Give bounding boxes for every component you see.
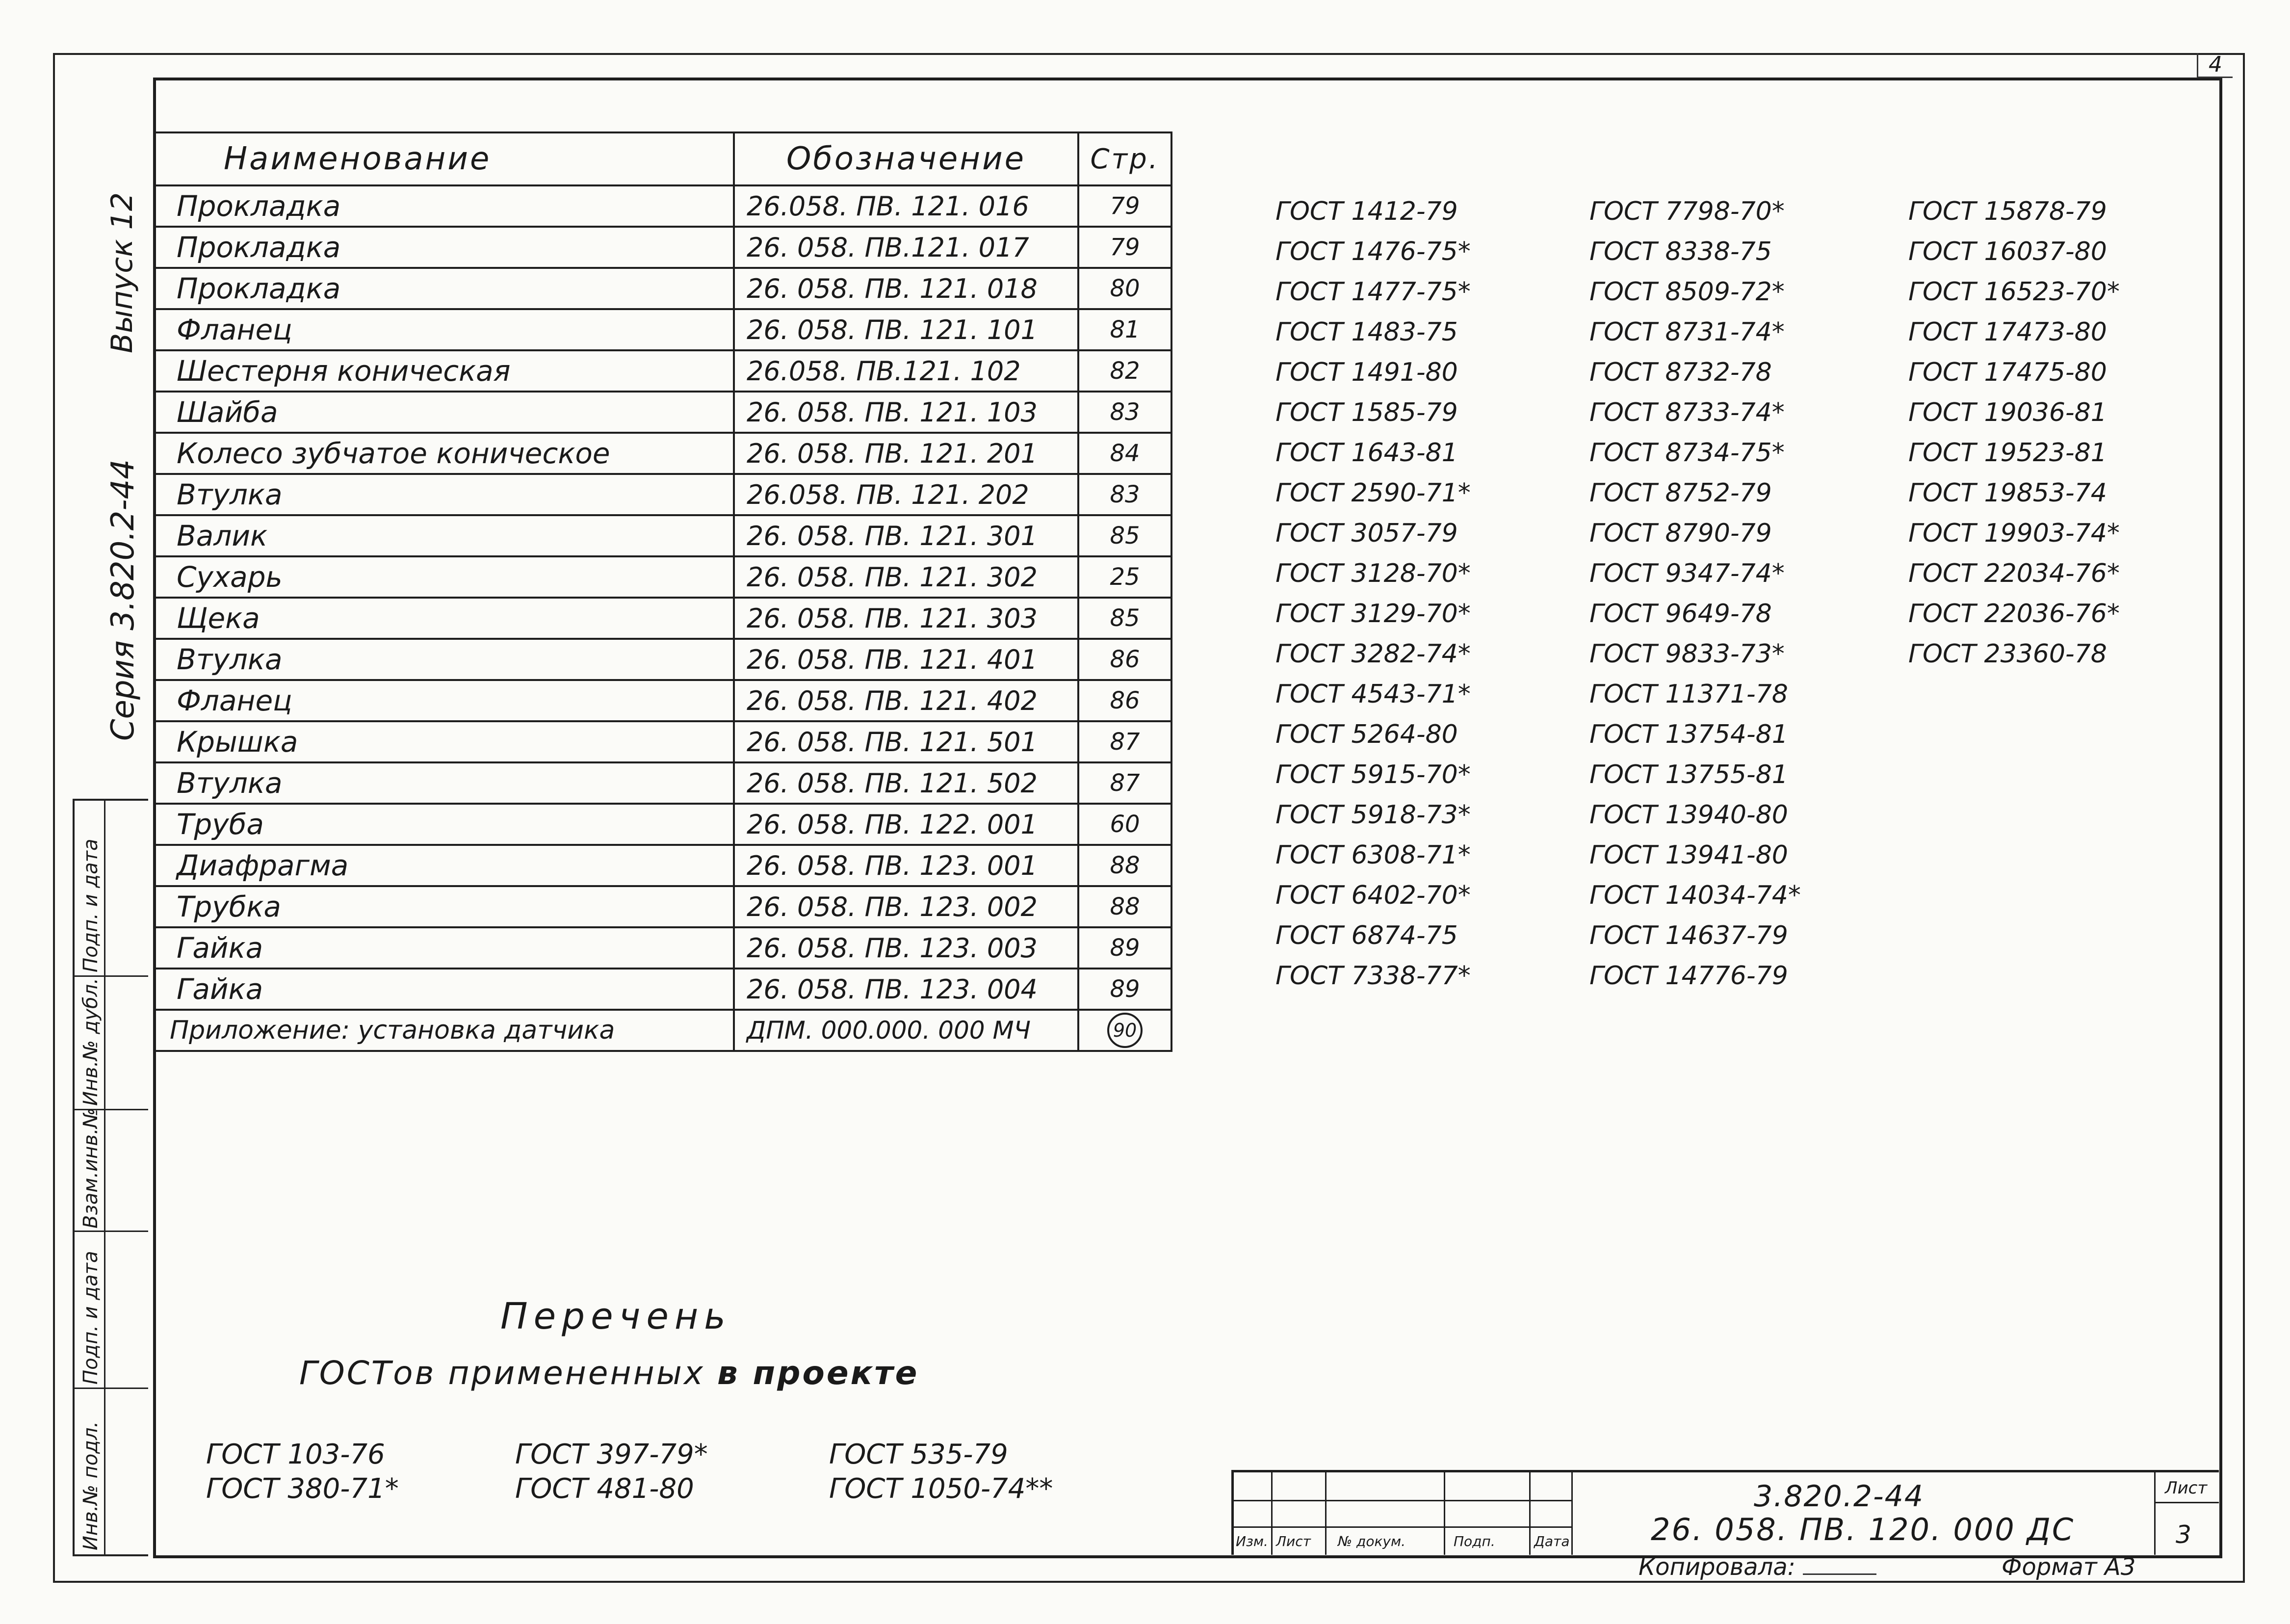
item-designation: 26. 058. ПВ. 121. 103 [734, 392, 1078, 433]
strip-sign-date-1: Подп. и дата [79, 1251, 102, 1385]
specification-table [153, 131, 1172, 1052]
gost-entry: ГОСТ 19523-81 [1908, 438, 2107, 468]
gost-entry: ГОСТ 3282-74* [1275, 639, 1471, 669]
item-designation: 26. 058. ПВ. 123. 002 [734, 886, 1078, 927]
table-row [154, 268, 1171, 309]
table-row [154, 598, 1171, 639]
item-designation: 26. 058. ПВ. 121. 402 [734, 680, 1078, 721]
gost-entry: ГОСТ 14776-79 [1589, 961, 1788, 991]
gost-entry: ГОСТ 8752-79 [1589, 478, 1772, 508]
issue-label: Выпуск 12 [105, 192, 139, 353]
gost-entry: ГОСТ 8731-74* [1589, 317, 1785, 347]
item-page: 88 [1078, 845, 1171, 886]
item-name: Гайка [154, 927, 734, 969]
item-page: 85 [1078, 598, 1171, 639]
gost-entry: ГОСТ 17473-80 [1908, 317, 2107, 347]
item-designation: 26.058. ПВ. 121. 202 [734, 474, 1078, 515]
gost-entry: ГОСТ 1643-81 [1275, 438, 1458, 468]
gost-entry: ГОСТ 6402-70* [1275, 881, 1471, 910]
item-page: 80 [1078, 268, 1171, 309]
gost-entry: ГОСТ 17475-80 [1908, 358, 2107, 387]
item-page: 81 [1078, 309, 1171, 350]
gost-entry: ГОСТ 22036-76* [1908, 599, 2120, 629]
gost-entry: ГОСТ 7338-77* [1275, 961, 1471, 991]
gost-entry: ГОСТ 4543-71* [1275, 680, 1471, 709]
strip-inv-dup: Инв.№ дубл. [79, 978, 102, 1106]
gost-list-entry: ГОСТ 397-79* [515, 1439, 708, 1470]
gost-entry: ГОСТ 8732-78 [1589, 358, 1772, 387]
title-block [1231, 1470, 2219, 1555]
gost-entry: ГОСТ 6308-71* [1275, 840, 1471, 870]
table-row [154, 886, 1171, 927]
gost-column-1 [1275, 191, 1471, 996]
item-page: 86 [1078, 639, 1171, 680]
item-name: Прокладка [154, 185, 734, 227]
gost-entry: ГОСТ 16037-80 [1908, 237, 2107, 266]
item-designation: 26. 058. ПВ.121. 017 [734, 227, 1078, 268]
item-page: 83 [1078, 392, 1171, 433]
table-row [154, 515, 1171, 556]
gost-list-entry: ГОСТ 103-76 [206, 1439, 385, 1470]
table-row [154, 927, 1171, 969]
item-page: 88 [1078, 886, 1171, 927]
item-designation: 26. 058. ПВ. 121. 301 [734, 515, 1078, 556]
gost-entry: ГОСТ 15878-79 [1908, 197, 2107, 226]
item-name: Сухарь [154, 556, 734, 598]
table-row [154, 185, 1171, 227]
appendix-page: 90 [1107, 1013, 1143, 1048]
table-row [154, 433, 1171, 474]
page-corner-number: 4 [2197, 53, 2233, 78]
tb-sheet-number: 3 [2176, 1520, 2191, 1549]
item-page: 85 [1078, 515, 1171, 556]
sheet-format: Формат А3 [2002, 1553, 2136, 1581]
gost-entry: ГОСТ 8790-79 [1589, 519, 1772, 548]
gost-entry: ГОСТ 11371-78 [1589, 680, 1788, 709]
gost-entry: ГОСТ 9833-73* [1589, 639, 1785, 669]
table-row [154, 680, 1171, 721]
tb-sheet-label: Лист [2165, 1478, 2208, 1498]
item-name: Прокладка [154, 227, 734, 268]
gost-entry: ГОСТ 5915-70* [1275, 760, 1471, 789]
item-page: 86 [1078, 680, 1171, 721]
strip-sign-date-2: Подп. и дата [79, 838, 102, 972]
tb-label-date: Дата [1534, 1533, 1570, 1549]
gost-entry: ГОСТ 14637-79 [1589, 921, 1788, 950]
tb-label-change: Изм. [1236, 1533, 1268, 1549]
item-designation: 26. 058. ПВ. 121. 502 [734, 762, 1078, 804]
item-designation: 26.058. ПВ. 121. 016 [734, 185, 1078, 227]
item-name: Щека [154, 598, 734, 639]
tb-series-code: 3.820.2-44 [1754, 1479, 1925, 1514]
tb-label-sign: Подп. [1454, 1533, 1495, 1549]
gost-entry: ГОСТ 16523-70* [1908, 277, 2120, 307]
copied-by [1639, 1553, 1876, 1581]
strip-replace-inv: Взам.инв.№ [79, 1107, 102, 1229]
header-designation: Обозначение [734, 132, 1078, 185]
gost-list-entry: ГОСТ 380-71* [206, 1473, 399, 1505]
gost-entry: ГОСТ 8733-74* [1589, 398, 1785, 427]
gost-entry: ГОСТ 13941-80 [1589, 840, 1788, 870]
item-name: Фланец [154, 680, 734, 721]
item-name: Гайка [154, 969, 734, 1010]
item-name: Трубка [154, 886, 734, 927]
table-row [154, 392, 1171, 433]
gost-entry: ГОСТ 1412-79 [1275, 197, 1458, 226]
table-row [154, 350, 1171, 392]
item-page: 89 [1078, 969, 1171, 1010]
gost-entry: ГОСТ 5918-73* [1275, 800, 1471, 830]
item-name: Фланец [154, 309, 734, 350]
appendix-page-cell [1078, 1010, 1171, 1051]
table-row [154, 639, 1171, 680]
gost-entry: ГОСТ 14034-74* [1589, 881, 1801, 910]
item-name: Шестерня коническая [154, 350, 734, 392]
item-page: 79 [1078, 227, 1171, 268]
table-row [154, 309, 1171, 350]
gost-list-title: Перечень [500, 1295, 731, 1337]
item-designation: 26. 058. ПВ. 121. 101 [734, 309, 1078, 350]
item-name: Втулка [154, 474, 734, 515]
gost-entry: ГОСТ 8734-75* [1589, 438, 1785, 468]
table-row [154, 969, 1171, 1010]
gost-entry: ГОСТ 22034-76* [1908, 559, 2120, 588]
gost-column-3 [1908, 191, 2120, 674]
item-name: Втулка [154, 639, 734, 680]
table-row [154, 845, 1171, 886]
item-designation: 26. 058. ПВ. 121. 201 [734, 433, 1078, 474]
item-name: Втулка [154, 762, 734, 804]
gost-entry: ГОСТ 3129-70* [1275, 599, 1471, 629]
header-name: Наименование [154, 132, 734, 185]
table-row [154, 804, 1171, 845]
gost-entry: ГОСТ 7798-70* [1589, 197, 1785, 226]
table-row [154, 556, 1171, 598]
appendix-row [154, 1010, 1171, 1051]
item-page: 25 [1078, 556, 1171, 598]
item-designation: 26.058. ПВ.121. 102 [734, 350, 1078, 392]
gost-entry: ГОСТ 13940-80 [1589, 800, 1788, 830]
item-page: 87 [1078, 721, 1171, 762]
item-designation: 26. 058. ПВ. 121. 302 [734, 556, 1078, 598]
gost-entry: ГОСТ 2590-71* [1275, 478, 1471, 508]
gost-entry: ГОСТ 8509-72* [1589, 277, 1785, 307]
gost-list-entry: ГОСТ 1050-74** [829, 1473, 1053, 1505]
appendix-name: Приложение: установка датчика [154, 1010, 734, 1051]
item-page: 60 [1078, 804, 1171, 845]
gost-entry: ГОСТ 23360-78 [1908, 639, 2107, 669]
item-page: 82 [1078, 350, 1171, 392]
item-name: Шайба [154, 392, 734, 433]
item-designation: 26. 058. ПВ. 121. 018 [734, 268, 1078, 309]
item-page: 79 [1078, 185, 1171, 227]
table-row [154, 762, 1171, 804]
gost-list-subtitle-plain: ГОСТов примененных [299, 1354, 705, 1392]
gost-entry: ГОСТ 5264-80 [1275, 720, 1458, 749]
strip-inv-orig: Инв.№ подл. [79, 1421, 102, 1550]
gost-list-col-2 [515, 1438, 708, 1506]
gost-entry: ГОСТ 1491-80 [1275, 358, 1458, 387]
gost-entry: ГОСТ 1477-75* [1275, 277, 1471, 307]
gost-entry: ГОСТ 3057-79 [1275, 519, 1458, 548]
item-name: Крышка [154, 721, 734, 762]
item-name: Труба [154, 804, 734, 845]
item-designation: 26. 058. ПВ. 121. 501 [734, 721, 1078, 762]
series-label: Серия 3.820.2-44 [105, 459, 141, 741]
item-name: Прокладка [154, 268, 734, 309]
gost-entry: ГОСТ 1483-75 [1275, 317, 1458, 347]
gost-list-subtitle [299, 1354, 919, 1392]
gost-entry: ГОСТ 19903-74* [1908, 519, 2120, 548]
header-page: Стр. [1078, 132, 1171, 185]
gost-list-col-3 [829, 1438, 1053, 1506]
appendix-designation: ДПМ. 000.000. 000 МЧ [734, 1010, 1078, 1051]
item-designation: 26. 058. ПВ. 123. 004 [734, 969, 1078, 1010]
gost-entry: ГОСТ 19036-81 [1908, 398, 2107, 427]
gost-entry: ГОСТ 9649-78 [1589, 599, 1772, 629]
signature [1803, 1573, 1876, 1575]
gost-entry: ГОСТ 1476-75* [1275, 237, 1471, 266]
copied-by-label: Копировала: [1639, 1553, 1796, 1581]
item-designation: 26. 058. ПВ. 122. 001 [734, 804, 1078, 845]
item-page: 83 [1078, 474, 1171, 515]
item-page: 84 [1078, 433, 1171, 474]
tb-label-doc-no: № докум. [1338, 1533, 1406, 1549]
gost-column-2 [1589, 191, 1801, 996]
item-name: Валик [154, 515, 734, 556]
table-row [154, 474, 1171, 515]
item-name: Диафрагма [154, 845, 734, 886]
gost-entry: ГОСТ 6874-75 [1275, 921, 1458, 950]
item-designation: 26. 058. ПВ. 123. 003 [734, 927, 1078, 969]
table-row [154, 721, 1171, 762]
gost-entry: ГОСТ 1585-79 [1275, 398, 1458, 427]
table-row [154, 227, 1171, 268]
item-designation: 26. 058. ПВ. 121. 303 [734, 598, 1078, 639]
tb-label-sheet: Лист [1276, 1533, 1311, 1549]
tb-document-code: 26. 058. ПВ. 120. 000 ДС [1651, 1512, 2075, 1547]
gost-entry: ГОСТ 3128-70* [1275, 559, 1471, 588]
gost-list-entry: ГОСТ 481-80 [515, 1473, 694, 1505]
item-page: 87 [1078, 762, 1171, 804]
item-designation: 26. 058. ПВ. 121. 401 [734, 639, 1078, 680]
item-designation: 26. 058. ПВ. 123. 001 [734, 845, 1078, 886]
gost-list-entry: ГОСТ 535-79 [829, 1439, 1008, 1470]
gost-entry: ГОСТ 9347-74* [1589, 559, 1785, 588]
gost-entry: ГОСТ 19853-74 [1908, 478, 2107, 508]
item-name: Колесо зубчатое коническое [154, 433, 734, 474]
gost-entry: ГОСТ 13754-81 [1589, 720, 1788, 749]
gost-entry: ГОСТ 13755-81 [1589, 760, 1788, 789]
gost-list-col-1 [206, 1438, 399, 1506]
gost-entry: ГОСТ 8338-75 [1589, 237, 1772, 266]
side-stamp-strip [73, 799, 148, 1556]
gost-list-subtitle-bold: в проекте [717, 1354, 919, 1392]
item-page: 89 [1078, 927, 1171, 969]
